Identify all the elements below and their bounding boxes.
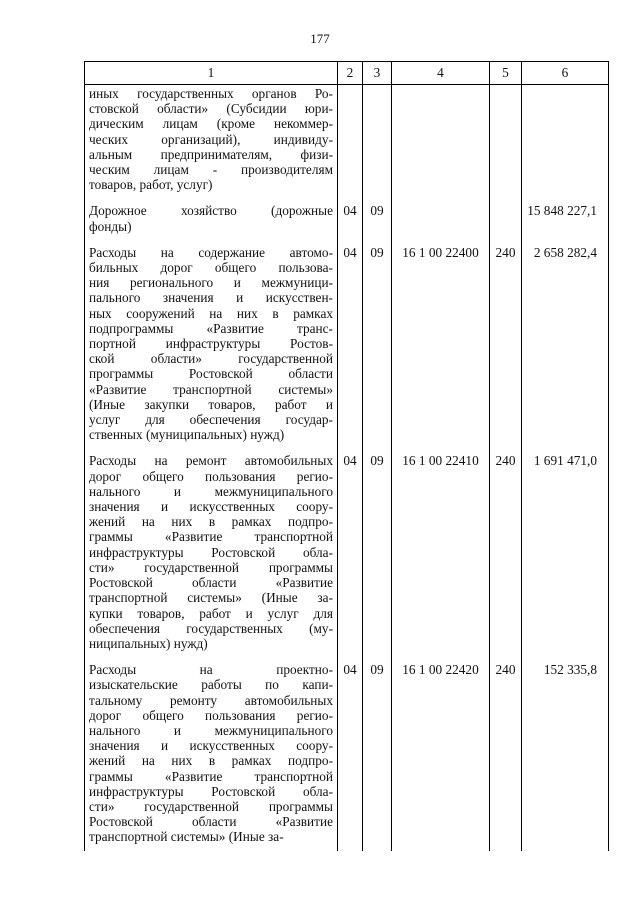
description-line: транспортной системы» (Иные за-: [89, 829, 284, 845]
description-line: ниципальных) нужд): [89, 635, 208, 651]
description-line: граммы «Развитие транспортной: [89, 768, 333, 784]
description-line: «Развитие транспортной системы»: [89, 381, 333, 397]
row-target-article: 16 1 00 22400: [392, 240, 490, 449]
row-subsection-code: 09: [363, 657, 392, 850]
header-col-5: 5: [490, 62, 522, 85]
row-section-code: 04: [338, 198, 363, 239]
description-line: изыскательские работы по капи-: [89, 677, 333, 693]
description-line: граммы «Развитие транспортной: [89, 529, 333, 545]
row-subsection-code: 09: [363, 448, 392, 657]
description-line: дорог общего пользования регио-: [89, 707, 333, 723]
table-row: [85, 448, 609, 657]
row-amount: 152 335,8: [522, 657, 609, 850]
row-amount: 15 848 227,1: [522, 198, 609, 239]
description-line: ных сооружений на них в рамках: [89, 305, 333, 321]
row-expense-type: [490, 85, 522, 199]
row-amount: [522, 85, 609, 199]
table-row: [85, 198, 609, 239]
row-subsection-code: 09: [363, 240, 392, 449]
description-line: (Иные закупки товаров, работ и: [89, 396, 333, 412]
row-target-article: 16 1 00 22410: [392, 448, 490, 657]
description-line: иных государственных органов Ро-: [89, 86, 333, 101]
description-line: программы Ростовской области: [89, 366, 333, 382]
description-line: Расходы на содержание автомо-: [89, 244, 333, 260]
row-subsection-code: [363, 85, 392, 199]
row-target-article: [392, 85, 490, 199]
header-col-3: 3: [363, 62, 392, 85]
row-expense-type: 240: [490, 657, 522, 850]
description-line: ния регионального и межмуници-: [89, 275, 333, 291]
description-line: фонды): [89, 218, 132, 234]
description-line: инфраструктуры Ростовской обла-: [89, 544, 333, 560]
description-line: сти» государственной программы: [89, 798, 333, 814]
budget-table: [84, 61, 609, 851]
row-amount: 1 691 471,0: [522, 448, 609, 657]
description-line: альным предпринимателям, физи-: [89, 146, 333, 162]
description-line: ственных (муниципальных) нужд): [89, 427, 285, 443]
description-line: нального и межмуниципального: [89, 483, 333, 499]
row-expense-type: [490, 198, 522, 239]
row-expense-type: 240: [490, 448, 522, 657]
description-line: ской области» государственной: [89, 351, 333, 367]
row-description: [85, 198, 338, 239]
description-line: бильных дорог общего пользова-: [89, 260, 333, 276]
description-line: ческих организаций), индивиду-: [89, 131, 333, 147]
table-row: [85, 85, 609, 199]
row-target-article: [392, 198, 490, 239]
description-line: дическим лицам (кроме некоммер-: [89, 116, 333, 132]
description-line: Расходы на проектно-: [89, 662, 333, 678]
row-description: [85, 240, 338, 449]
description-line: дорог общего пользования регио-: [89, 468, 333, 484]
description-line: Ростовской области «Развитие: [89, 814, 333, 830]
description-line: Дорожное хозяйство (дорожные: [89, 203, 333, 219]
description-line: Ростовской области «Развитие: [89, 575, 333, 591]
description-line: товаров, работ, услуг): [89, 177, 213, 193]
description-line: значения и искусственных соору-: [89, 738, 333, 754]
table-header-row: [85, 62, 609, 85]
row-subsection-code: 09: [363, 198, 392, 239]
header-col-2: 2: [338, 62, 363, 85]
row-section-code: 04: [338, 657, 363, 850]
description-line: пального значения и искусствен-: [89, 290, 333, 306]
description-line: ческим лицам - производителям: [89, 162, 333, 178]
description-line: портной инфраструктуры Ростов-: [89, 336, 333, 352]
row-section-code: [338, 85, 363, 199]
description-line: нального и межмуниципального: [89, 722, 333, 738]
row-description: [85, 657, 338, 850]
description-line: значения и искусственных соору-: [89, 499, 333, 515]
description-line: инфраструктуры Ростовской обла-: [89, 783, 333, 799]
table-row: [85, 240, 609, 449]
row-section-code: 04: [338, 448, 363, 657]
row-description: [85, 85, 338, 199]
row-expense-type: 240: [490, 240, 522, 449]
description-line: подпрограммы «Развитие транс-: [89, 320, 333, 336]
table-row: [85, 657, 609, 850]
header-col-6: 6: [522, 62, 609, 85]
description-line: сти» государственной программы: [89, 559, 333, 575]
row-description: [85, 448, 338, 657]
header-col-1: 1: [85, 62, 338, 85]
description-line: Расходы на ремонт автомобильных: [89, 453, 333, 469]
description-line: купки товаров, работ и услуг для: [89, 605, 333, 621]
page-number: 177: [310, 31, 330, 46]
description-line: услуг для обеспечения государ-: [89, 412, 333, 428]
description-line: стовской области» (Субсидии юри-: [89, 101, 333, 117]
description-line: тальному ремонту автомобильных: [89, 692, 333, 708]
row-target-article: 16 1 00 22420: [392, 657, 490, 850]
description-line: транспортной системы» (Иные за-: [89, 590, 333, 606]
row-section-code: 04: [338, 240, 363, 449]
row-amount: 2 658 282,4: [522, 240, 609, 449]
description-line: жений на них в рамках подпро-: [89, 514, 333, 530]
description-line: жений на них в рамках подпро-: [89, 753, 333, 769]
description-line: обеспечения государственных (му-: [89, 620, 333, 636]
header-col-4: 4: [392, 62, 490, 85]
